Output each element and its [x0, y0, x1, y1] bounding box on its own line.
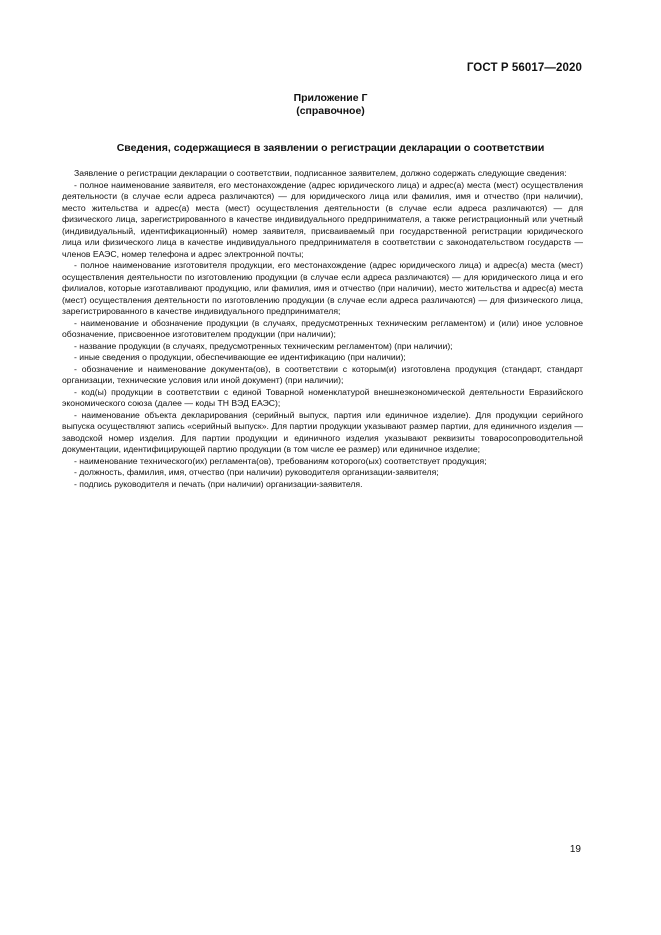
standard-number: ГОСТ Р 56017—2020	[466, 62, 582, 74]
appendix-heading	[0, 92, 661, 118]
page-number: 19	[569, 844, 581, 855]
intro-paragraph: Заявление о регистрации декларации о соответствии, подписанное заявителем, должно содержать следующие сведения:	[74, 168, 567, 178]
list-item: - полное наименование заявителя, его местонахождение (адрес юридического лица) и адрес(а) места (мест) осуществления деятельности (в случае если адреса различаются) — для юридического лица или фамилия, имя и отчество (при наличии), место жительства и адрес(а) места (мест) осуществления деятельности (в случае если адреса различаются) — для физического лица, зарегистрированного в качестве индивидуального предпринимателя, а также регистрационный или учетный (индивидуальный, идентификационный) номер заявителя, присваиваемый при государственной регистрации юридического лица или физического лица в качестве индивидуального предпринимателя в соответствии с законодательством государств — членов ЕАЭС, номер телефона и адрес электронной почты;	[62, 179, 583, 259]
list-item: - название продукции (в случаях, предусмотренных техническим регламентом) (при наличии);	[74, 340, 453, 351]
list-item: - обозначение и наименование документа(ов), в соответствии с которым(и) изготовлена продукция (стандарт, стандарт организации, технические условия или иной документ) (при наличии);	[62, 363, 583, 385]
list-item: - код(ы) продукции в соответствии с единой Товарной номенклатурой внешнеэкономической деятельности Евразийского экономического союза (далее — коды ТН ВЭД ЕАЭС);	[62, 386, 583, 408]
list-item: - наименование объекта декларирования (серийный выпуск, партия или единичное изделие). Для продукции серийного выпуска осуществляют запись «серийный выпуск». Для партии продукции указывают размер партии, для единичного изделия — заводской номер изделия. Для партии продукции и единичного изделия указывают реквизиты товаросопроводительной документации, идентифицирующей партию продукции (в том числе ее размер) или единичное изделие;	[62, 409, 583, 454]
appendix-label: Приложение Г	[293, 92, 368, 104]
list-item: - полное наименование изготовителя продукции, его местонахождение (адрес юридического лица) и адрес(а) места (мест) осуществления деятельности по изготовлению продукции (в случае если адреса различаются) — для юридического лица и его филиалов, которые изготавливают продукцию, или фамилия, имя и отчество (при наличии), место жительства и адрес(а) места (мест) осуществления деятельности по изготовлению продукции (в случае если адреса различаются) — для физического лица, зарегистрированного в качестве индивидуального предпринимателя;	[62, 260, 583, 316]
list-item: - иные сведения о продукции, обеспечивающие ее идентификацию (при наличии);	[74, 352, 406, 362]
list-item: - подпись руководителя и печать (при наличии) организации-заявителя.	[74, 478, 363, 489]
list-item: - должность, фамилия, имя, отчество (при наличии) руководителя организации-заявителя;	[74, 467, 439, 477]
list-item: - наименование и обозначение продукции (в случаях, предусмотренных техническим регламентом) и (или) иное условное обозначение, присвоенное изготовителем продукции (при наличии);	[62, 317, 583, 339]
body-text	[62, 168, 583, 490]
appendix-kind: (справочное)	[296, 105, 365, 117]
section-title: Сведения, содержащиеся в заявлении о регистрации декларации о соответствии	[116, 142, 545, 154]
list-item: - наименование технического(их) регламента(ов), требованиям которого(ых) соответствует продукция;	[74, 455, 487, 466]
